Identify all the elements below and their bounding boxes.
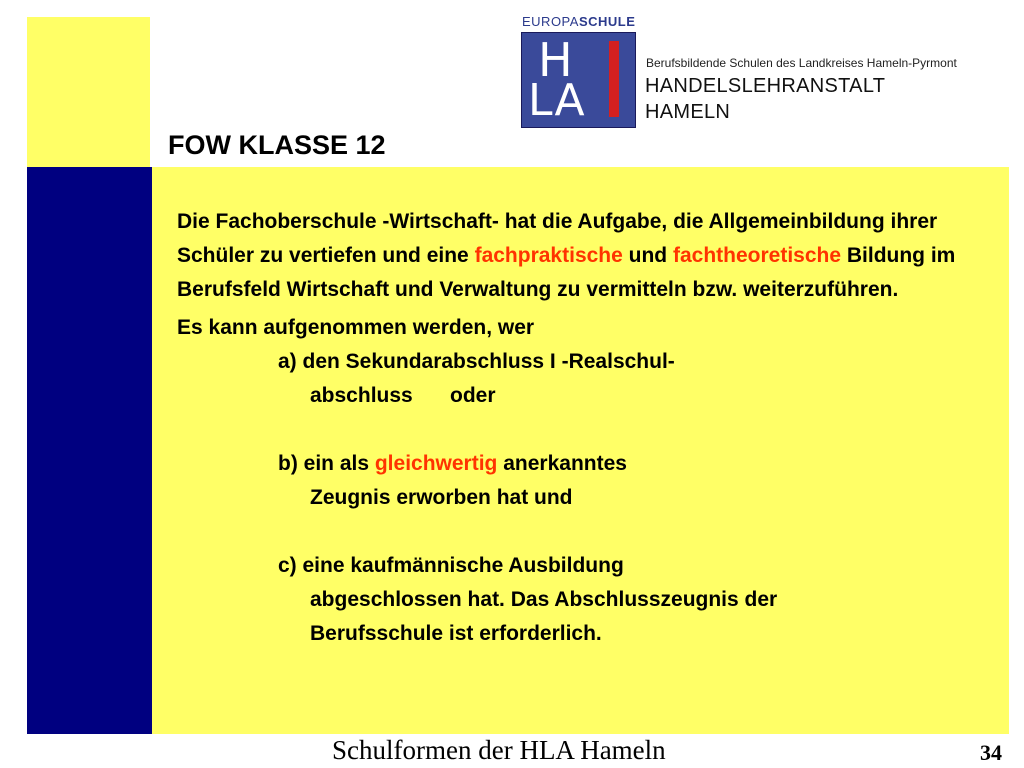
logo-school-name: HANDELSLEHRANSTALT <box>645 75 886 97</box>
logo-red-bar <box>609 41 619 117</box>
logo-monogram-la: LA <box>528 75 586 126</box>
page-number: 34 <box>980 740 1002 765</box>
condition-b-line1: b) ein als gleichwertig anerkanntes <box>278 452 627 475</box>
slide-body <box>177 205 997 651</box>
logo-city: HAMELN <box>645 101 731 123</box>
condition-a-line1: a) den Sekundarabschluss I -Realschul- <box>278 350 675 373</box>
school-logo <box>518 14 1018 130</box>
condition-c-line2: abgeschlossen hat. Das Abschlusszeugnis der <box>310 588 778 611</box>
logo-monogram <box>521 32 636 128</box>
condition-c-line1: c) eine kaufmännische Ausbildung <box>278 554 624 577</box>
paragraph-purpose: Die Fachoberschule -Wirtschaft- hat die Aufgabe, die Allgemeinbildung ihrer Schüler zu vertiefen und eine fachpraktische und fachtheoretische Bildung im Berufsfeld Wirtschaft und Verwaltung zu vermitteln bzw. weiterzuführen. <box>177 210 956 301</box>
word-oder: oder <box>450 384 496 407</box>
footer-title: Schulformen der HLA Hameln <box>332 735 666 765</box>
logo-subtitle: Berufsbildende Schulen des Landkreises Hameln-Pyrmont <box>646 56 957 70</box>
condition-b-line2: Zeugnis erworben hat und <box>310 486 573 509</box>
slide-title: FOW KLASSE 12 <box>168 130 386 160</box>
paragraph-admission-intro: Es kann aufgenommen werden, wer <box>177 316 535 339</box>
highlight-fachtheoretische: fachtheoretische <box>672 244 842 267</box>
condition-a-line2: abschluss oder <box>310 384 496 407</box>
decor-yellow-strip <box>27 17 150 167</box>
highlight-fachpraktische: fachpraktische <box>474 244 623 267</box>
logo-monogram-h: H <box>538 33 573 87</box>
highlight-gleichwertig: gleichwertig <box>374 452 498 475</box>
decor-blue-strip <box>27 167 152 734</box>
logo-europaschule: EUROPASCHULE <box>522 14 636 29</box>
condition-c-line3: Berufsschule ist erforderlich. <box>310 622 602 645</box>
